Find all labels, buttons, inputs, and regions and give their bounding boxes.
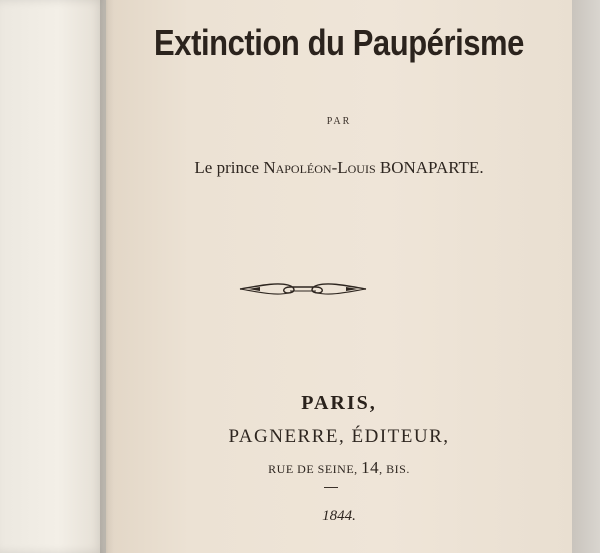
imprint-city: PARIS, [301, 392, 377, 414]
author-line [106, 158, 572, 178]
author-surname: BONAPARTE. [375, 158, 484, 177]
address-street: RUE DE SEINE, [268, 462, 362, 476]
imprint-publisher: PAGNERRE, ÉDITEUR, [228, 426, 450, 447]
left-page [0, 0, 106, 553]
book-title: Extinction du Paupérisme [154, 22, 524, 63]
author-prefix: Le prince [194, 158, 264, 177]
imprint-rule [324, 487, 338, 488]
byline-par: PAR [326, 116, 352, 127]
fleuron-ornament-icon [238, 276, 368, 302]
imprint-address [106, 458, 572, 478]
address-number: 14 [361, 458, 380, 477]
author-name: Napoléon-Louis [263, 158, 376, 177]
page-edge [572, 0, 600, 553]
imprint-year: 1844. [322, 508, 356, 524]
address-suffix: , BIS. [379, 462, 410, 476]
